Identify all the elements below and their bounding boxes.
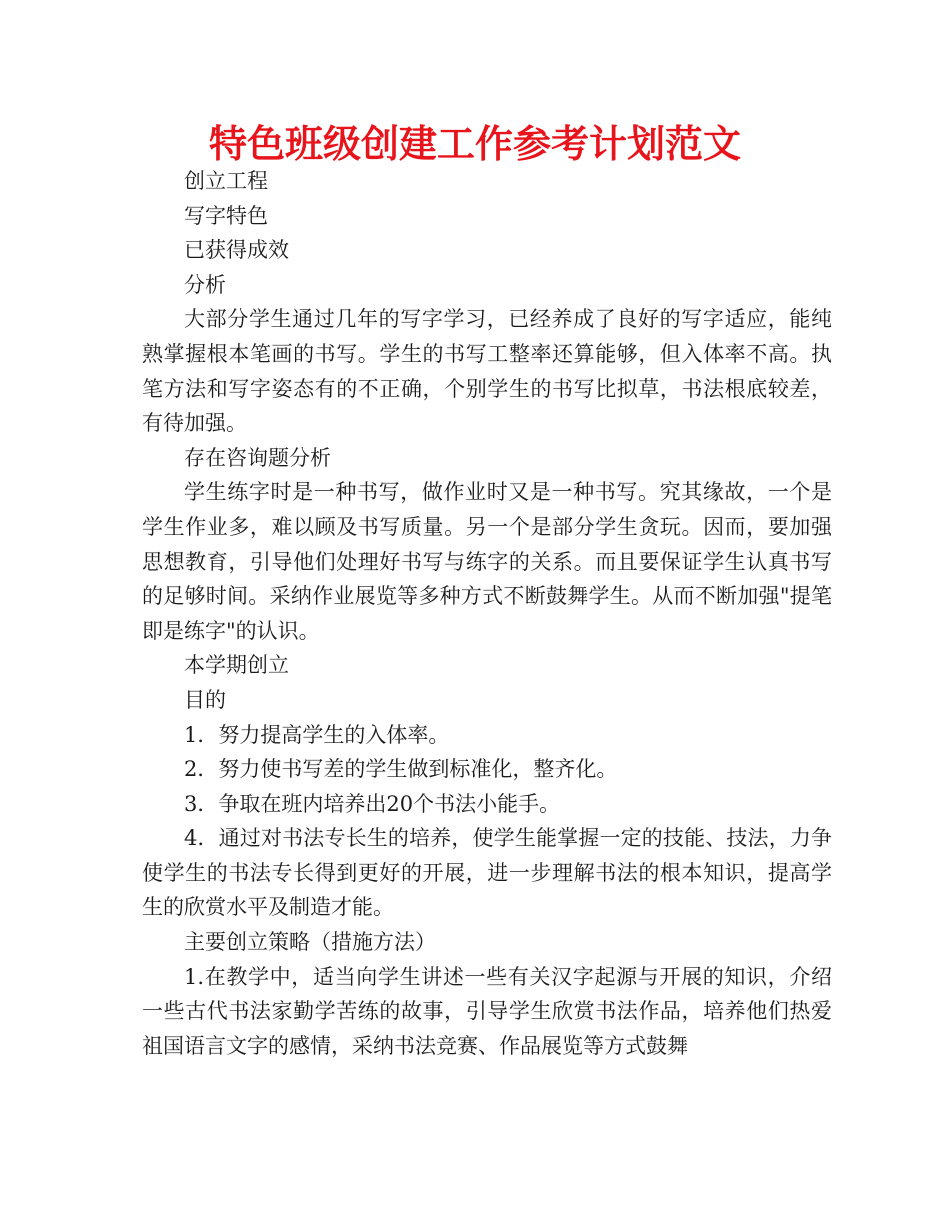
paragraph: 创立工程: [184, 169, 268, 193]
paragraph: 本学期创立: [184, 653, 289, 678]
list-item: 3．争取在班内培养出20个书法小能手。: [184, 791, 561, 816]
paragraph: 已获得成效: [184, 238, 289, 263]
paragraph: 学生练字时是一种书写，做作业时又是一种书写。究其缘故，一个是学生作业多，难以顾及书写质量。另一个是部分学生贪玩。因而，要加强思想教育，引导他们处理好书写与练字的关系。而且要保证学生认真书写的足够时间。采纳作业展览等多种方式不断鼓舞学生。从而不断加强"提笔即是练字"的认识。: [142, 480, 832, 643]
document-title: 特色班级创建工作参考计划范文: [208, 122, 741, 166]
paragraph: 目的: [184, 687, 226, 712]
list-item: 4．通过对书法专长生的培养，使学生能掌握一定的技能、技法，力争使学生的书法专长得到更好的开展，进一步理解书法的根本知识，提高学生的欣赏水平及制造才能。: [142, 826, 832, 920]
list-item: 2．努力使书写差的学生做到标准化，整齐化。: [184, 757, 618, 782]
paragraph: 写字特色: [184, 203, 268, 228]
list-item: 1．努力提高学生的入体率。: [184, 722, 450, 747]
document-body: [142, 164, 832, 1063]
paragraph: 主要创立策略（措施方法）: [184, 930, 436, 955]
paragraph: 分析: [184, 272, 226, 297]
paragraph: 存在咨询题分析: [184, 445, 331, 470]
list-item: 1.在教学中，适当向学生讲述一些有关汉字起源与开展的知识，介绍一些古代书法家勤学苦练的故事，引导学生欣赏书法作品，培养他们热爱祖国语言文字的感情，采纳书法竞赛、作品展览等方式鼓舞: [142, 964, 832, 1058]
paragraph: 大部分学生通过几年的写字学习，已经养成了良好的写字适应，能纯熟掌握根本笔画的书写。学生的书写工整率还算能够，但入体率不高。执笔方法和写字姿态有的不正确，个别学生的书写比拟草，书法根底较差，有待加强。: [142, 307, 832, 436]
